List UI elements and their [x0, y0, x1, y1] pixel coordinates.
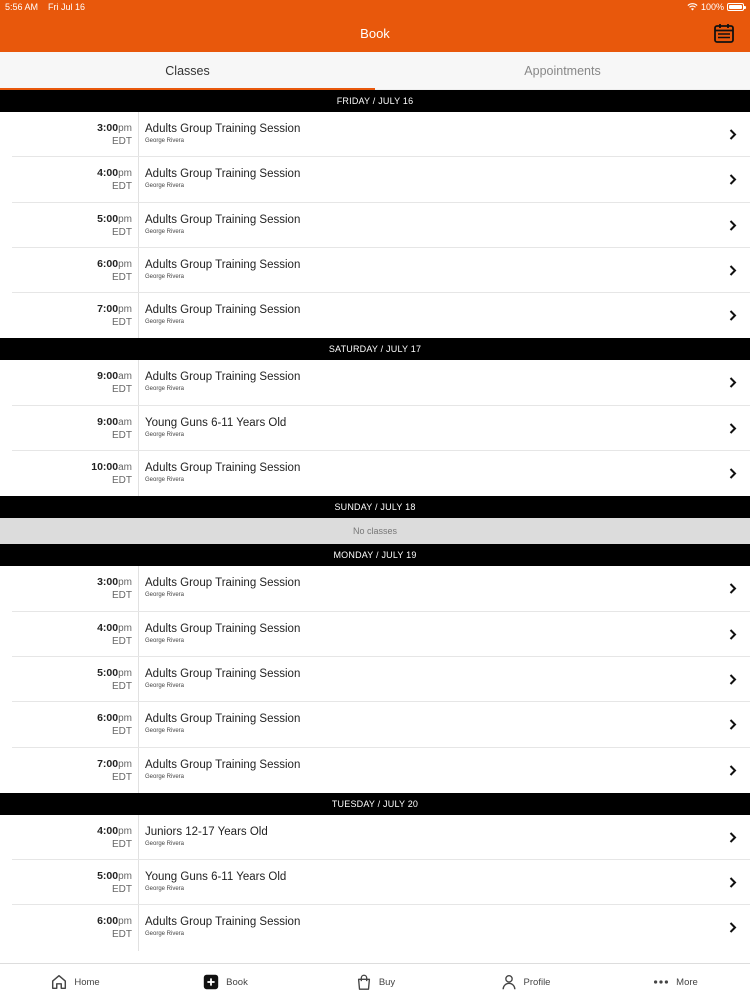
class-instructor: George Rivera: [145, 840, 185, 847]
class-ampm: pm: [118, 713, 132, 725]
chevron-right-icon: [729, 310, 737, 321]
app-header: [0, 0, 750, 52]
class-hour: 10:00: [91, 461, 119, 474]
class-row[interactable]: [0, 293, 750, 338]
class-time: [0, 406, 139, 451]
class-info: [139, 112, 750, 157]
class-hour: 5:00: [97, 666, 119, 679]
class-info: [139, 612, 750, 657]
class-ampm: pm: [118, 577, 132, 589]
class-ampm: pm: [118, 871, 132, 883]
class-time: [0, 566, 139, 611]
class-name: Adults Group Training Session: [145, 304, 301, 317]
class-ampm: pm: [118, 667, 132, 679]
class-timezone: EDT: [112, 771, 132, 783]
class-row[interactable]: [0, 657, 750, 702]
class-time: [0, 657, 139, 702]
profile-icon: [500, 973, 518, 991]
class-hour: 9:00: [97, 415, 119, 428]
class-timezone: EDT: [112, 181, 132, 193]
class-instructor: George Rivera: [145, 592, 185, 599]
tabbar-label: Buy: [378, 976, 396, 988]
class-timezone: EDT: [112, 226, 132, 238]
more-dots-icon: [652, 973, 670, 991]
wifi-icon: [687, 3, 698, 11]
class-timezone: EDT: [112, 475, 132, 487]
class-info: [139, 657, 750, 702]
class-instructor: George Rivera: [145, 773, 185, 780]
day-header: SUNDAY / JULY 18: [0, 496, 750, 518]
status-date: Fri Jul 16: [48, 2, 86, 12]
class-instructor: George Rivera: [145, 431, 185, 438]
shopping-bag-icon: [355, 973, 373, 991]
class-instructor: George Rivera: [145, 386, 185, 393]
class-time: [0, 451, 139, 496]
chevron-right-icon: [729, 583, 737, 594]
class-instructor: George Rivera: [145, 477, 185, 484]
tabbar-item-home[interactable]: [0, 964, 150, 1000]
class-name: Adults Group Training Session: [145, 123, 301, 135]
class-ampm: pm: [118, 916, 132, 928]
class-name: Adults Group Training Session: [145, 462, 301, 475]
class-hour: 4:00: [97, 621, 119, 634]
class-info: [139, 451, 750, 496]
class-row[interactable]: [0, 360, 750, 405]
calendar-icon[interactable]: [713, 22, 735, 44]
chevron-right-icon: [729, 129, 737, 140]
class-instructor: George Rivera: [145, 682, 185, 689]
class-name: Adults Group Training Session: [145, 916, 301, 929]
status-right: [687, 2, 744, 12]
class-time: [0, 815, 139, 860]
class-row[interactable]: [0, 157, 750, 202]
chevron-right-icon: [729, 265, 737, 276]
class-timezone: EDT: [112, 590, 132, 602]
class-timezone: EDT: [112, 271, 132, 283]
day-header: MONDAY / JULY 19: [0, 544, 750, 566]
class-name: Adults Group Training Session: [145, 258, 301, 271]
chevron-right-icon: [729, 220, 737, 231]
chevron-right-icon: [729, 423, 737, 434]
schedule-list[interactable]: [0, 90, 750, 963]
day-header: FRIDAY / JULY 16: [0, 90, 750, 112]
class-timezone: EDT: [112, 929, 132, 941]
tabbar-item-buy[interactable]: [300, 964, 450, 1000]
class-name: Adults Group Training Session: [145, 371, 301, 384]
class-timezone: EDT: [112, 317, 132, 329]
class-row[interactable]: [0, 748, 750, 793]
class-info: [139, 406, 750, 451]
class-hour: 6:00: [97, 915, 119, 928]
class-row[interactable]: [0, 112, 750, 157]
class-row[interactable]: [0, 566, 750, 611]
class-time: [0, 860, 139, 905]
page-title: Book: [360, 26, 390, 41]
class-time: [0, 702, 139, 747]
battery-percent: 100%: [700, 2, 724, 12]
class-name: Juniors 12-17 Years Old: [145, 825, 268, 838]
class-hour: 6:00: [97, 712, 119, 725]
class-time: [0, 612, 139, 657]
class-instructor: George Rivera: [145, 228, 185, 235]
class-hour: 5:00: [97, 870, 119, 883]
class-row[interactable]: [0, 860, 750, 905]
tabbar-label: More: [676, 976, 698, 988]
class-info: [139, 248, 750, 293]
class-timezone: EDT: [112, 726, 132, 738]
class-timezone: EDT: [112, 680, 132, 692]
class-name: Young Guns 6-11 Years Old: [145, 416, 287, 429]
class-name: Adults Group Training Session: [145, 713, 301, 726]
no-classes-row: No classes: [0, 518, 750, 544]
class-name: Adults Group Training Session: [145, 758, 301, 771]
chevron-right-icon: [729, 922, 737, 933]
class-timezone: EDT: [112, 838, 132, 850]
class-hour: 4:00: [97, 824, 119, 837]
tab-classes[interactable]: Classes: [0, 52, 375, 89]
class-row[interactable]: [0, 612, 750, 657]
class-timezone: EDT: [112, 384, 132, 396]
class-instructor: George Rivera: [145, 931, 185, 938]
class-name: Adults Group Training Session: [145, 667, 301, 680]
tabbar-label: Profile: [523, 976, 551, 988]
battery-icon: [727, 3, 744, 11]
class-row[interactable]: [0, 451, 750, 496]
class-hour: 6:00: [97, 257, 119, 270]
class-ampm: pm: [118, 758, 132, 770]
chevron-right-icon: [729, 174, 737, 185]
class-info: [139, 702, 750, 747]
class-row[interactable]: [0, 815, 750, 860]
class-ampm: pm: [118, 168, 132, 180]
chevron-right-icon: [729, 377, 737, 388]
class-name: Adults Group Training Session: [145, 622, 301, 635]
class-row[interactable]: [0, 203, 750, 248]
class-hour: 7:00: [97, 757, 119, 770]
tabbar-item-more[interactable]: [600, 964, 750, 1000]
class-hour: 3:00: [97, 122, 119, 134]
class-time: [0, 157, 139, 202]
class-ampm: am: [118, 371, 132, 383]
status-bar: [0, 0, 750, 16]
class-hour: 4:00: [97, 167, 119, 180]
class-time: [0, 203, 139, 248]
class-instructor: George Rivera: [145, 637, 185, 644]
class-info: [139, 157, 750, 202]
class-timezone: EDT: [112, 429, 132, 441]
home-icon: [50, 973, 68, 991]
class-info: [139, 566, 750, 611]
segment-tabs: [0, 52, 750, 90]
class-info: [139, 815, 750, 860]
class-hour: 5:00: [97, 212, 119, 225]
class-info: [139, 203, 750, 248]
class-ampm: am: [118, 462, 132, 474]
class-instructor: George Rivera: [145, 728, 185, 735]
class-ampm: pm: [118, 825, 132, 837]
class-ampm: pm: [118, 123, 132, 134]
class-info: [139, 360, 750, 405]
class-hour: 3:00: [97, 576, 119, 589]
chevron-right-icon: [729, 468, 737, 479]
status-time: 5:56 AM: [5, 2, 39, 12]
class-name: Adults Group Training Session: [145, 577, 301, 590]
class-info: [139, 860, 750, 905]
class-hour: 7:00: [97, 303, 119, 316]
tab-appointments[interactable]: Appointments: [524, 64, 601, 78]
class-row[interactable]: [0, 248, 750, 293]
class-instructor: George Rivera: [145, 273, 185, 280]
class-ampm: pm: [118, 213, 132, 225]
class-instructor: George Rivera: [145, 886, 185, 893]
book-plus-icon: [202, 973, 220, 991]
class-ampm: pm: [118, 258, 132, 270]
day-header: SATURDAY / JULY 17: [0, 338, 750, 360]
class-ampm: am: [118, 416, 132, 428]
bottom-tab-bar: [0, 963, 750, 1000]
chevron-right-icon: [729, 629, 737, 640]
class-time: [0, 905, 139, 950]
day-header: TUESDAY / JULY 20: [0, 793, 750, 815]
class-instructor: George Rivera: [145, 183, 185, 190]
tabbar-item-profile[interactable]: [450, 964, 600, 1000]
class-time: [0, 248, 139, 293]
class-name: Adults Group Training Session: [145, 213, 301, 226]
chevron-right-icon: [729, 719, 737, 730]
class-ampm: pm: [118, 304, 132, 316]
chevron-right-icon: [729, 674, 737, 685]
class-instructor: George Rivera: [145, 319, 185, 326]
class-timezone: EDT: [112, 136, 132, 147]
class-name: Young Guns 6-11 Years Old: [145, 871, 287, 884]
class-info: [139, 748, 750, 793]
class-name: Adults Group Training Session: [145, 168, 301, 181]
class-timezone: EDT: [112, 884, 132, 896]
class-hour: 9:00: [97, 370, 119, 383]
class-row[interactable]: [0, 702, 750, 747]
class-row[interactable]: [0, 905, 750, 950]
chevron-right-icon: [729, 877, 737, 888]
chevron-right-icon: [729, 832, 737, 843]
chevron-right-icon: [729, 765, 737, 776]
tabbar-label: Book: [226, 976, 248, 988]
class-time: [0, 112, 139, 157]
class-timezone: EDT: [112, 635, 132, 647]
class-ampm: pm: [118, 622, 132, 634]
class-time: [0, 748, 139, 793]
class-time: [0, 360, 139, 405]
class-time: [0, 293, 139, 338]
class-info: [139, 293, 750, 338]
class-row[interactable]: [0, 406, 750, 451]
tabbar-label: Home: [74, 976, 100, 988]
class-info: [139, 905, 750, 950]
tabbar-item-book[interactable]: [150, 964, 300, 1000]
class-instructor: George Rivera: [145, 138, 185, 144]
